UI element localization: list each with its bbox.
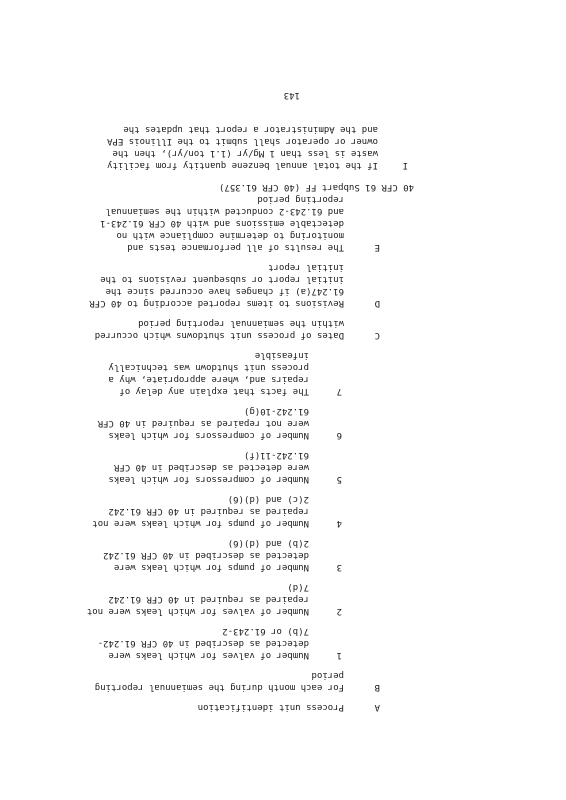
item-marker: A: [374, 702, 380, 712]
item-marker: C: [374, 330, 380, 340]
section-heading: 40 CFR 61 Subpart FF (40 CFR 61.357): [218, 182, 414, 192]
item-marker: 1: [336, 650, 342, 660]
item-text-line: initial report or subsequent revisions to the: [100, 274, 344, 284]
item-text-line: detected as described in 40 CFR 61.242: [103, 550, 309, 560]
item-text-line: and 61.243-2 conducted within the semiannual: [105, 206, 344, 216]
item-text-line: 61.242-10(g): [243, 406, 309, 416]
item-text-line: Number of valves for which leaks were not: [86, 606, 309, 616]
item-text-line: within the semiannual reporting period: [138, 318, 344, 328]
item-text-line: infeasible: [254, 350, 309, 360]
item-text-line: period: [311, 670, 344, 680]
item-text-line: 7(b) or 61.243-2: [222, 626, 309, 636]
item-text-line: and the Administrator a report that updates the: [123, 124, 378, 134]
item-text-line: repaired as required in 40 CFR 61.242: [108, 594, 309, 604]
item-text-line: Number of compressors for which leaks: [108, 430, 309, 440]
item-text-line: The results of all performance tests and: [127, 242, 344, 252]
item-text-line: were not repaired as required in 40 CFR: [97, 418, 309, 428]
item-text-line: Number of pumps for which leaks were not: [92, 518, 309, 528]
item-text-line: Revisions to items reported according to 40 CFR: [89, 298, 344, 308]
item-text-line: 61.247(a) if changes have occurred since the: [105, 286, 344, 296]
item-text-line: initial report: [268, 262, 344, 272]
item-marker: E: [374, 242, 380, 252]
item-text-line: were detected as described in 40 CFR: [113, 462, 309, 472]
item-text-line: 7(d): [287, 582, 309, 592]
item-text-line: Number of valves for which leaks were: [108, 650, 309, 660]
item-marker: 3: [336, 562, 342, 572]
item-text-line: The facts that explain any delay of: [119, 386, 309, 396]
item-marker: I: [402, 160, 408, 170]
item-text-line: Process unit identification: [197, 702, 344, 712]
item-marker: 5: [336, 474, 342, 484]
item-marker: 4: [336, 518, 342, 528]
item-text-line: reporting period: [257, 194, 344, 204]
item-text-line: repaired as required in 40 CFR 61.242: [108, 506, 309, 516]
item-text-line: waste is less than 1 Mg/yr (1.1 ton/yr), then the: [112, 148, 378, 158]
item-marker: 7: [336, 386, 342, 396]
item-text-line: 2(c) and (d)(6): [227, 494, 309, 504]
item-marker: D: [374, 298, 380, 308]
item-text-line: Dates of process unit shutdowns which occurred: [94, 330, 344, 340]
item-marker: 2: [336, 606, 342, 616]
item-text-line: 2(b) and (d)(6): [227, 538, 309, 548]
item-text-line: monitoring to determine compliance with no: [116, 230, 344, 240]
item-text-line: owner or operator shall submit to the Illinois EPA: [107, 136, 378, 146]
item-text-line: detectable emissions and with 40 CFR 61.243-1: [100, 218, 344, 228]
item-text-line: Number of compressors for which leaks: [108, 474, 309, 484]
item-text-line: Number of pumps for which leaks were: [113, 562, 309, 572]
item-text-line: repairs and, where appropriate, why a: [108, 374, 309, 384]
item-text-line: If the total annual benzene quantity from facility: [107, 160, 378, 170]
item-marker: 6: [336, 430, 342, 440]
item-text-line: 61.242-11(f): [243, 450, 309, 460]
item-text-line: For each month during the semiannual reporting: [94, 682, 344, 692]
item-text-line: process unit shutdown was technically: [108, 362, 309, 372]
item-marker: B: [374, 682, 380, 692]
item-text-line: detected as described in 40 CFR 61.242-: [97, 638, 309, 648]
page-number: 143: [283, 90, 300, 100]
